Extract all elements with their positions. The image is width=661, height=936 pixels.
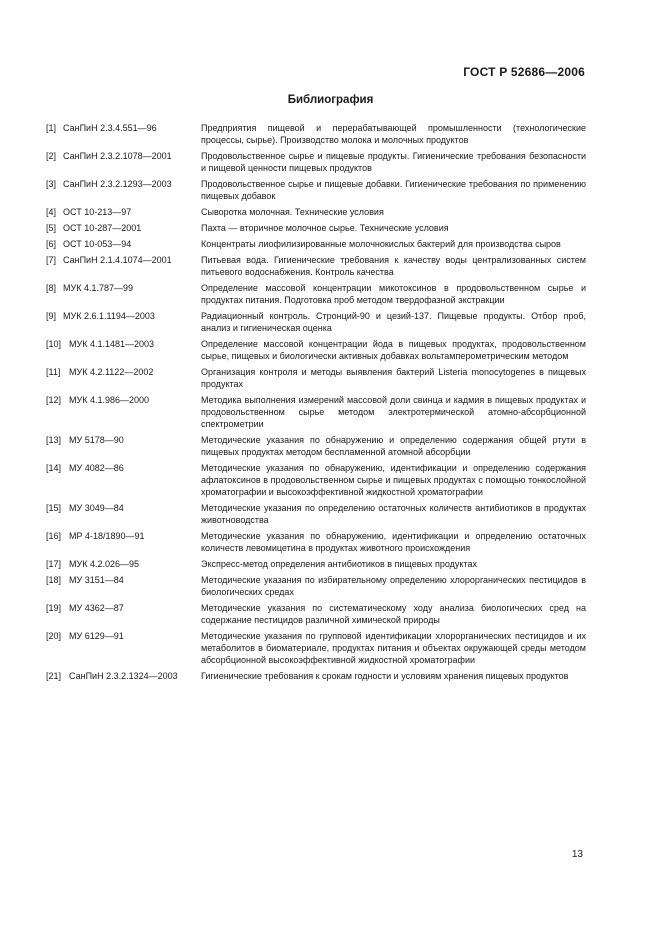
- bibliography-entry-reference: [46, 630, 201, 666]
- bibliography-entry-number: [10]: [46, 338, 62, 349]
- bibliography-entry-title: Методические указания по обнаружению, идентификации и определению остаточных количеств левомицетина в продуктах животного происхождения: [201, 530, 586, 553]
- bibliography-entry-number: [16]: [46, 530, 62, 541]
- bibliography-entry: [46, 558, 586, 570]
- bibliography-entry-reference: [46, 602, 201, 626]
- bibliography-entry: [46, 574, 586, 598]
- bibliography-entry-number: [17]: [46, 558, 62, 569]
- bibliography-entry-code: МУК 4.1.986—2000: [69, 394, 150, 405]
- bibliography-entry: [46, 254, 586, 278]
- bibliography-entry-code: МР 4-18/1890—91: [69, 530, 145, 541]
- bibliography-entry: [46, 366, 586, 390]
- bibliography-entry-code: МУК 2.6.1.1194—2003: [63, 310, 155, 321]
- bibliography-entry-code: МУ 5178—90: [69, 434, 124, 445]
- bibliography-entry-title: Пахта — вторичное молочное сырье. Технические условия: [201, 222, 449, 233]
- bibliography-entry-reference: [46, 178, 201, 202]
- bibliography-entry: [46, 238, 586, 250]
- bibliography-entry-reference: [46, 150, 201, 174]
- bibliography-entry-number: [18]: [46, 574, 62, 585]
- bibliography-entry-reference: [46, 338, 201, 362]
- bibliography-entry-title: Определение массовой концентрации йода в пищевых продуктах, продовольственном сырье, пищевых и биологически активных добавках вольтамперометрическим методом: [201, 338, 586, 361]
- bibliography-entry-code: МУК 4.2.1122—2002: [69, 366, 154, 377]
- bibliography-entry-reference: [46, 122, 201, 146]
- bibliography-entry-title: Продовольственное сырье и пищевые продукты. Гигиенические требования безопасности и пищевой ценности пищевых продуктов: [201, 150, 586, 174]
- bibliography-entry-number: [21]: [46, 670, 62, 681]
- page-title: Библиография: [287, 94, 374, 106]
- bibliography-entry: [46, 530, 586, 554]
- bibliography-entry-number: [3]: [46, 178, 57, 189]
- bibliography-entry: [46, 670, 586, 682]
- bibliography-entry-reference: [46, 206, 201, 218]
- bibliography-entry: [46, 222, 586, 234]
- bibliography-entry-number: [13]: [46, 434, 62, 445]
- bibliography-entry-code: МУК 4.2.026—95: [69, 558, 139, 569]
- bibliography-entry-reference: [46, 558, 201, 570]
- bibliography-entry-code: МУ 3151—84: [69, 574, 124, 585]
- bibliography-entry-reference: [46, 222, 201, 234]
- bibliography-entry-reference: [46, 434, 201, 458]
- bibliography-entry: [46, 502, 586, 526]
- bibliography-entry-title: Методика выполнения измерений массовой доли свинца и кадмия в пищевых продуктах и продовольственном сырье методом электротермической атомно-абсорбционной спектрометрии: [201, 394, 586, 429]
- bibliography-entry-title: Продовольственное сырье и пищевые добавки. Гигиенические требования по применению пищевых добавок: [201, 178, 586, 202]
- bibliography-entry: [46, 394, 586, 430]
- bibliography-entry-number: [9]: [46, 310, 57, 321]
- bibliography-entry-reference: [46, 310, 201, 334]
- bibliography-entry-number: [14]: [46, 462, 62, 473]
- bibliography-entry-reference: [46, 530, 201, 554]
- bibliography-entry-title: Гигиенические требования к срокам годности и условиям хранения пищевых продуктов: [201, 670, 569, 681]
- bibliography-entry-code: МУ 3049—84: [69, 502, 124, 513]
- bibliography-entry-number: [5]: [46, 222, 57, 233]
- bibliography-entry: [46, 310, 586, 334]
- bibliography-entry-reference: [46, 254, 201, 278]
- bibliography-entry-number: [15]: [46, 502, 62, 513]
- bibliography-entry-code: СанПиН 2.3.2.1078—2001: [63, 150, 172, 161]
- bibliography-entry-number: [12]: [46, 394, 62, 405]
- bibliography-entry-number: [8]: [46, 282, 57, 293]
- bibliography-entry-code: МУК 4.1.1481—2003: [69, 338, 155, 349]
- bibliography-entry-reference: [46, 502, 201, 526]
- bibliography-entry-code: ОСТ 10-213—97: [63, 206, 132, 217]
- bibliography-entry-reference: [46, 670, 201, 682]
- bibliography-entry-title: Питьевая вода. Гигиенические требования к качеству воды централизованных систем питьевого водоснабжения. Контроль качества: [201, 254, 586, 277]
- bibliography-entry: [46, 206, 586, 218]
- bibliography-entry-title: Экспресс-метод определения антибиотиков в пищевых продуктах: [201, 558, 477, 569]
- bibliography-entry-title: Методические указания по обнаружению и определению содержания общей ртути в пищевых продуктах методом беспламенной атомной абсорбции: [201, 434, 586, 457]
- bibliography-entry-number: [1]: [46, 123, 57, 133]
- bibliography-entry-title: Методические указания по групповой идентификации хлорорганических пестицидов и их метаболитов в биоматериале, продуктах питания и объектах окружающей среды методом абсорбционной высокоэффективной жидкостной хроматографии: [201, 630, 586, 665]
- bibliography-entry: [46, 630, 586, 666]
- bibliography-entry-reference: [46, 462, 201, 498]
- bibliography-entry: [46, 122, 586, 146]
- bibliography-entry-number: [6]: [46, 238, 57, 249]
- standard-header: ГОСТ Р 52686—2006: [463, 65, 585, 79]
- bibliography-entry-code: СанПиН 2.3.2.1324—2003: [69, 670, 178, 681]
- bibliography-entry-code: ОСТ 10-287—2001: [63, 222, 142, 233]
- bibliography-entry-code: СанПиН 2.3.4.551—96: [63, 123, 157, 133]
- bibliography-entry-code: МУ 6129—91: [69, 630, 124, 641]
- bibliography-entry-code: СанПиН 2.3.2.1293—2003: [63, 178, 172, 189]
- bibliography-entry: [46, 338, 586, 362]
- bibliography-entry: [46, 178, 586, 202]
- bibliography-entry-number: [2]: [46, 150, 57, 161]
- bibliography-entry: [46, 150, 586, 174]
- bibliography-entry-code: МУ 4082—86: [69, 462, 124, 473]
- bibliography-entry-number: [11]: [46, 366, 61, 377]
- bibliography-entry-number: [4]: [46, 206, 57, 217]
- bibliography-list: [46, 122, 586, 685]
- bibliography-entry: [46, 282, 586, 306]
- bibliography-entry-title: Организация контроля и методы выявления бактерий Listeria monocytogenes в пищевых продуктах: [201, 366, 586, 389]
- bibliography-entry-code: МУК 4.1.787—99: [63, 282, 133, 293]
- bibliography-entry-number: [20]: [46, 630, 62, 641]
- bibliography-entry-number: [19]: [46, 602, 62, 613]
- bibliography-entry-reference: [46, 282, 201, 306]
- bibliography-entry-reference: [46, 366, 201, 390]
- bibliography-entry-code: МУ 4362—87: [69, 602, 124, 613]
- bibliography-entry-title: Методические указания по избирательному определению хлорорганических пестицидов в биологических средах: [201, 574, 586, 597]
- bibliography-entry-title: Методические указания по обнаружению, идентификации и определению содержания афлатоксинов в продовольственном сырье и пищевых продуктах с помощью тонкослойной хроматографии и высокоэффективной жидкостной хроматографии: [201, 462, 586, 497]
- bibliography-entry-reference: [46, 238, 201, 250]
- bibliography-entry-title: Предприятия пищевой и перерабатывающей промышленности (технологические процессы, сырье). Производство молока и молочных продуктов: [201, 123, 586, 146]
- bibliography-entry: [46, 602, 586, 626]
- bibliography-entry-title: Радиационный контроль. Стронций-90 и цезий-137. Пищевые продукты. Отбор проб, анализ и гигиеническая оценка: [201, 310, 586, 333]
- bibliography-entry-number: [7]: [46, 254, 57, 265]
- bibliography-entry-code: ОСТ 10-053—94: [63, 238, 132, 249]
- bibliography-entry-title: Сыворотка молочная. Технические условия: [201, 206, 384, 217]
- bibliography-entry-code: СанПиН 2.1.4.1074—2001: [63, 254, 172, 265]
- bibliography-entry-title: Определение массовой концентрации микотоксинов в продовольственном сырье и продуктах питания. Подготовка проб методом твердофазной экстракции: [201, 282, 586, 305]
- bibliography-entry-title: Концентраты лиофилизированные молочнокислых бактерий для производства сыров: [201, 238, 561, 249]
- page-number: 13: [571, 849, 583, 860]
- bibliography-entry-title: Методические указания по систематическому ходу анализа биологических сред на содержание пестицидов различной химической природы: [201, 602, 586, 625]
- bibliography-entry-title: Методические указания по определению остаточных количеств антибиотиков в продуктах животноводства: [201, 502, 586, 525]
- bibliography-entry: [46, 434, 586, 458]
- bibliography-entry: [46, 462, 586, 498]
- bibliography-entry-reference: [46, 574, 201, 598]
- bibliography-entry-reference: [46, 394, 201, 430]
